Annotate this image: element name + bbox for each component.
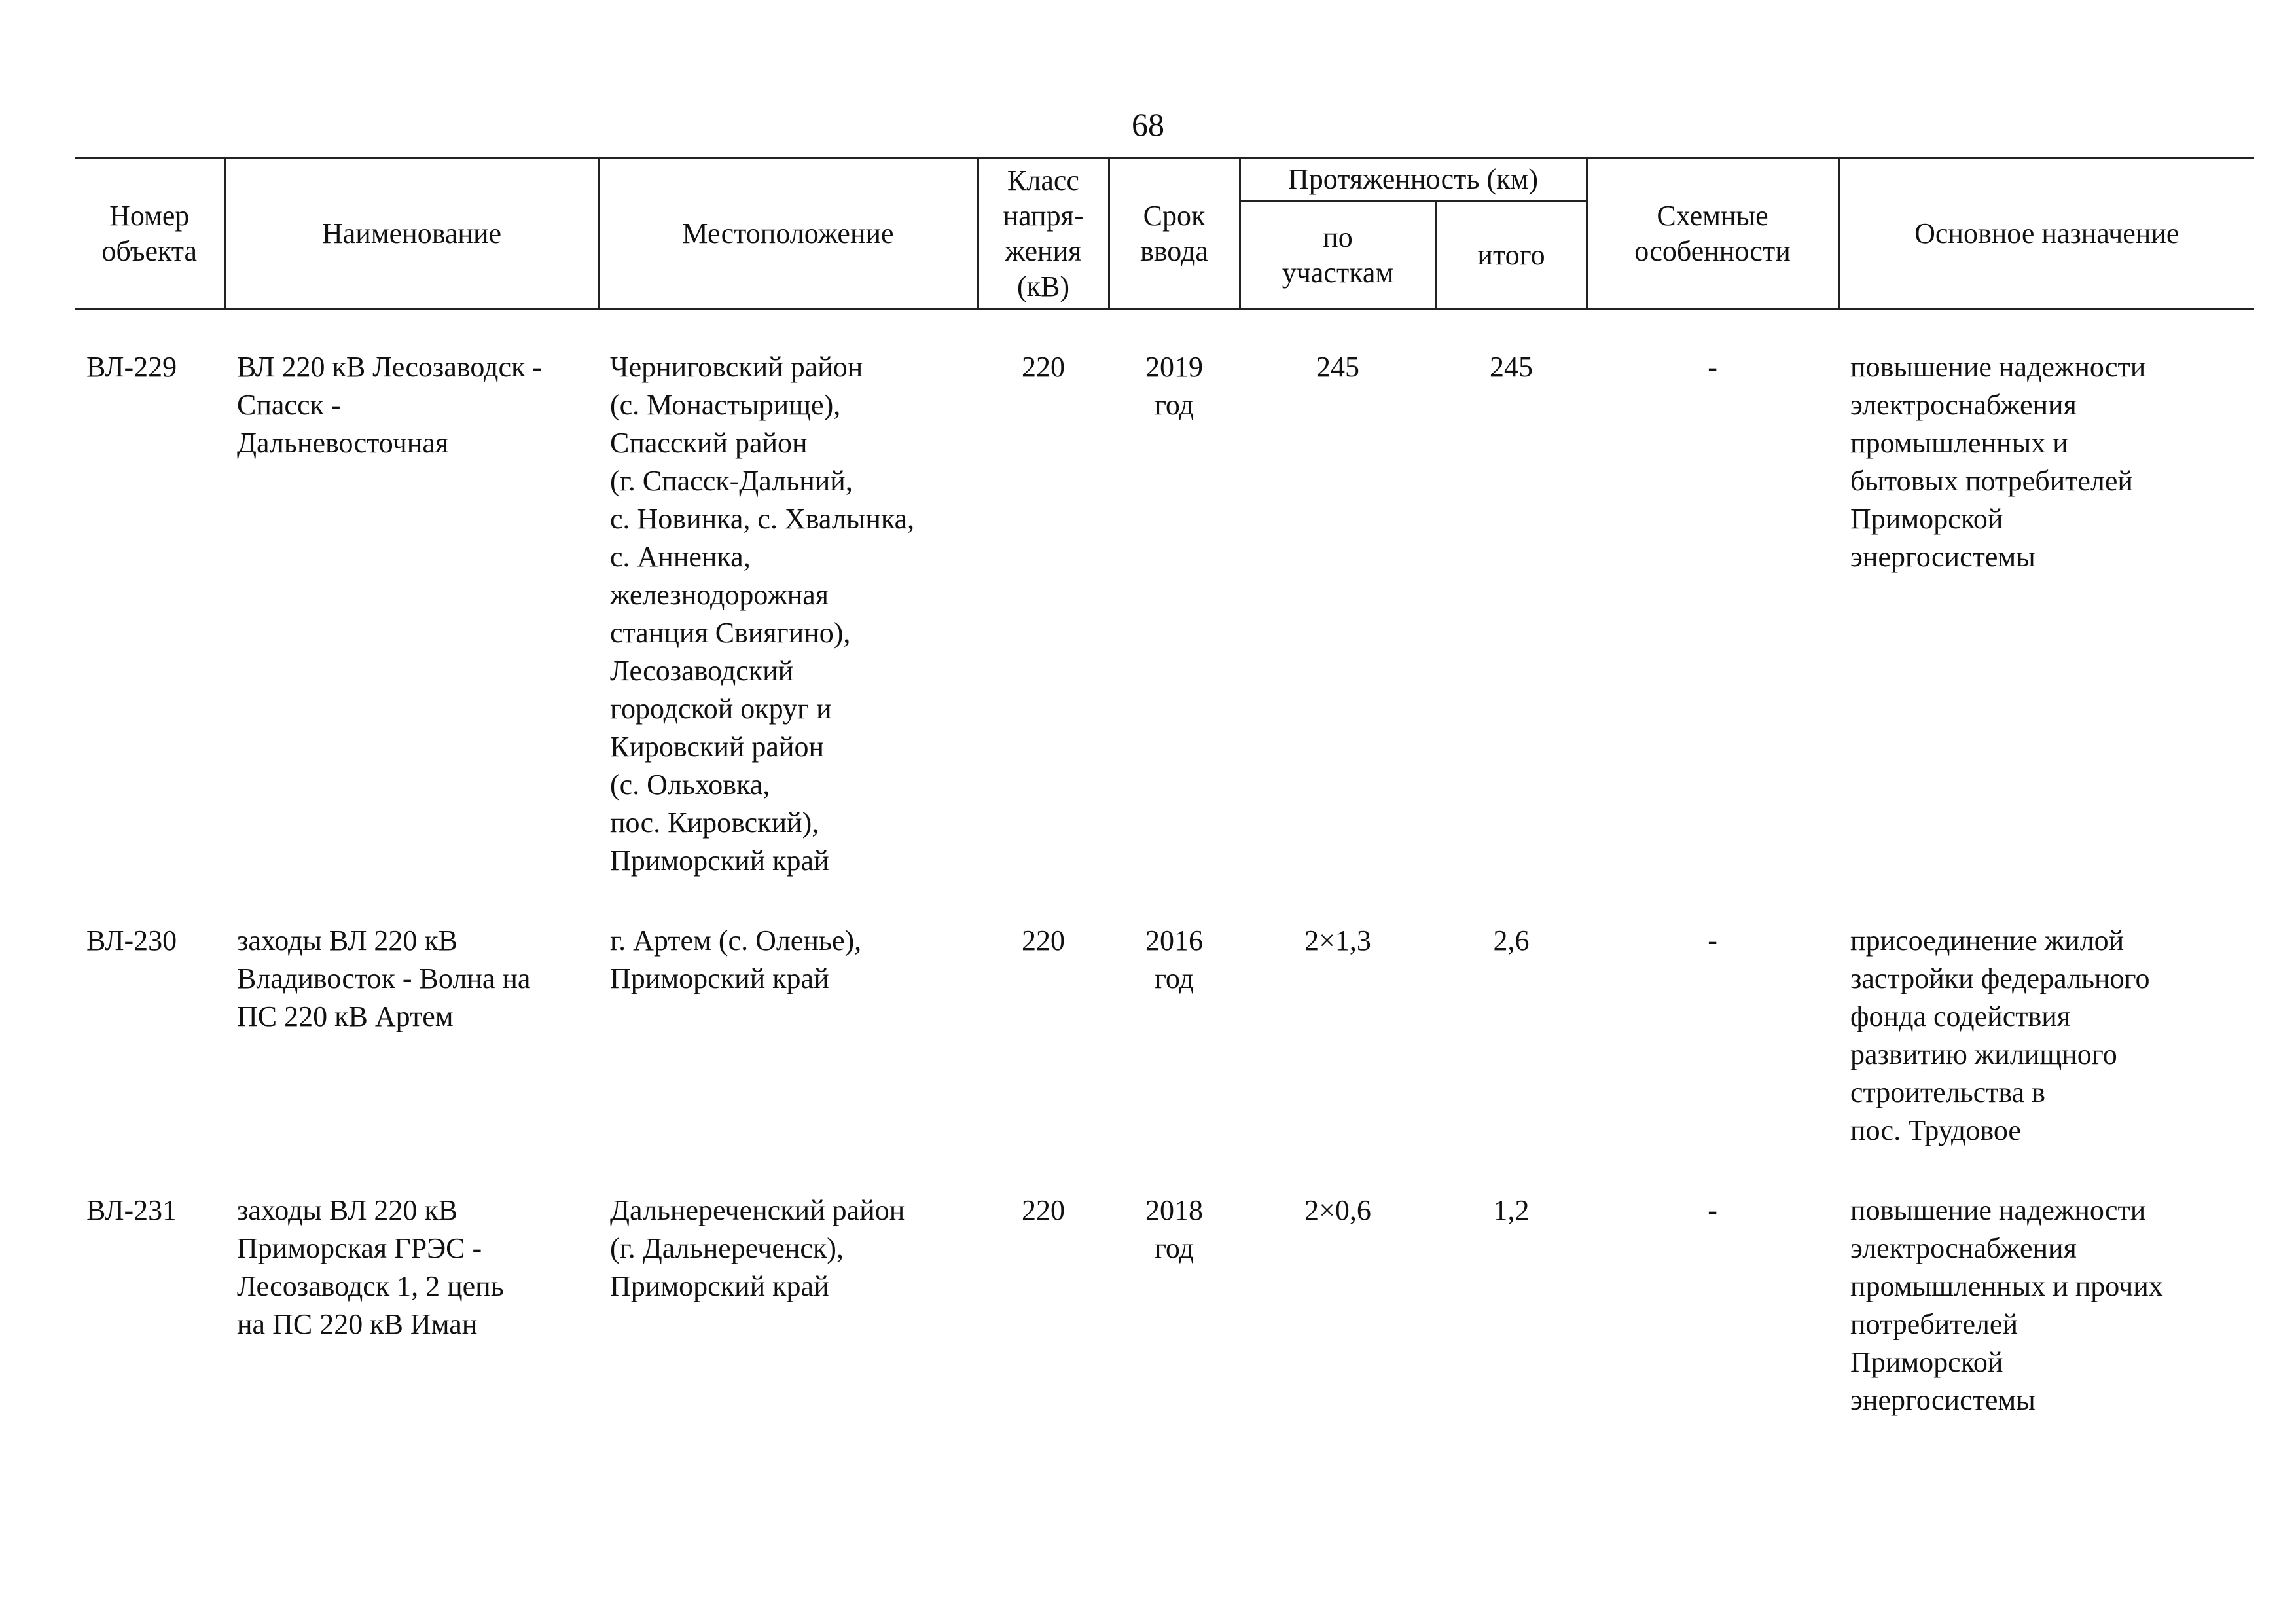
header-row: [75, 158, 2254, 201]
table-row: [75, 1192, 2254, 1461]
cell-voltage: 220: [1022, 924, 1065, 957]
header-name: Наименование: [225, 158, 598, 310]
table-row: [75, 310, 2254, 922]
header-length-sections: по участкам: [1240, 201, 1436, 310]
cell-date: 2018 год: [1145, 1194, 1203, 1264]
header-number: Номер объекта: [75, 158, 225, 310]
table-body: [75, 310, 2254, 1462]
cell-date: 2019 год: [1145, 351, 1203, 421]
cell-name: ВЛ 220 кВ Лесозаводск - Спасск - Дальневосточная: [237, 351, 542, 459]
cell-number: ВЛ-229: [86, 351, 177, 383]
cell-location: Черниговский район (с. Монастырище), Спасский район (г. Спасск-Дальний, с. Новинка, с. Хвалынка, с. Анненка, железнодорожная станция Свиягино), Лесозаводский городской округ и Кировский район (с. Ольховка, пос. Кировский), Приморский край: [610, 351, 915, 877]
cell-name: заходы ВЛ 220 кВ Приморская ГРЭС - Лесозаводск 1, 2 цепь на ПС 220 кВ Иман: [237, 1194, 504, 1340]
cell-number: ВЛ-231: [86, 1194, 177, 1226]
cell-name: заходы ВЛ 220 кВ Владивосток - Волна на ПС 220 кВ Артем: [237, 924, 531, 1032]
cell-length-sections: 2×0,6: [1304, 1194, 1371, 1226]
header-voltage: Класс напря- жения (кВ): [978, 158, 1109, 310]
cell-scheme: -: [1708, 1194, 1717, 1226]
cell-length-total: 245: [1490, 351, 1533, 383]
header-scheme: Схемные особенности: [1587, 158, 1839, 310]
cell-length-total: 1,2: [1493, 1194, 1530, 1226]
cell-location: г. Артем (с. Оленье), Приморский край: [610, 924, 862, 994]
cell-purpose: повышение надежности электроснабжения промышленных и прочих потребителей Приморской энергосистемы: [1850, 1194, 2163, 1416]
cell-scheme: -: [1708, 351, 1717, 383]
page-number: 68: [1132, 106, 1164, 143]
header-date: Срок ввода: [1109, 158, 1240, 310]
cell-length-total: 2,6: [1493, 924, 1530, 957]
cell-voltage: 220: [1022, 1194, 1065, 1226]
table-header: [75, 158, 2254, 310]
cell-length-sections: 2×1,3: [1304, 924, 1371, 957]
table-row: [75, 922, 2254, 1192]
cell-date: 2016 год: [1145, 924, 1203, 994]
header-purpose: Основное назначение: [1839, 158, 2254, 310]
cell-location: Дальнереченский район (г. Дальнереченск), Приморский край: [610, 1194, 905, 1302]
cell-scheme: -: [1708, 924, 1717, 957]
header-length-group: Протяженность (км): [1240, 158, 1587, 201]
cell-purpose: повышение надежности электроснабжения промышленных и бытовых потребителей Приморской энергосистемы: [1850, 351, 2146, 573]
header-location: Местоположение: [598, 158, 978, 310]
cell-purpose: присоединение жилой застройки федерального фонда содействия развитию жилищного строительства в пос. Трудовое: [1850, 924, 2150, 1146]
cell-voltage: 220: [1022, 351, 1065, 383]
header-length-total: итого: [1436, 201, 1587, 310]
power-line-registry-table: [75, 157, 2254, 1461]
cell-number: ВЛ-230: [86, 924, 177, 957]
cell-length-sections: 245: [1316, 351, 1359, 383]
